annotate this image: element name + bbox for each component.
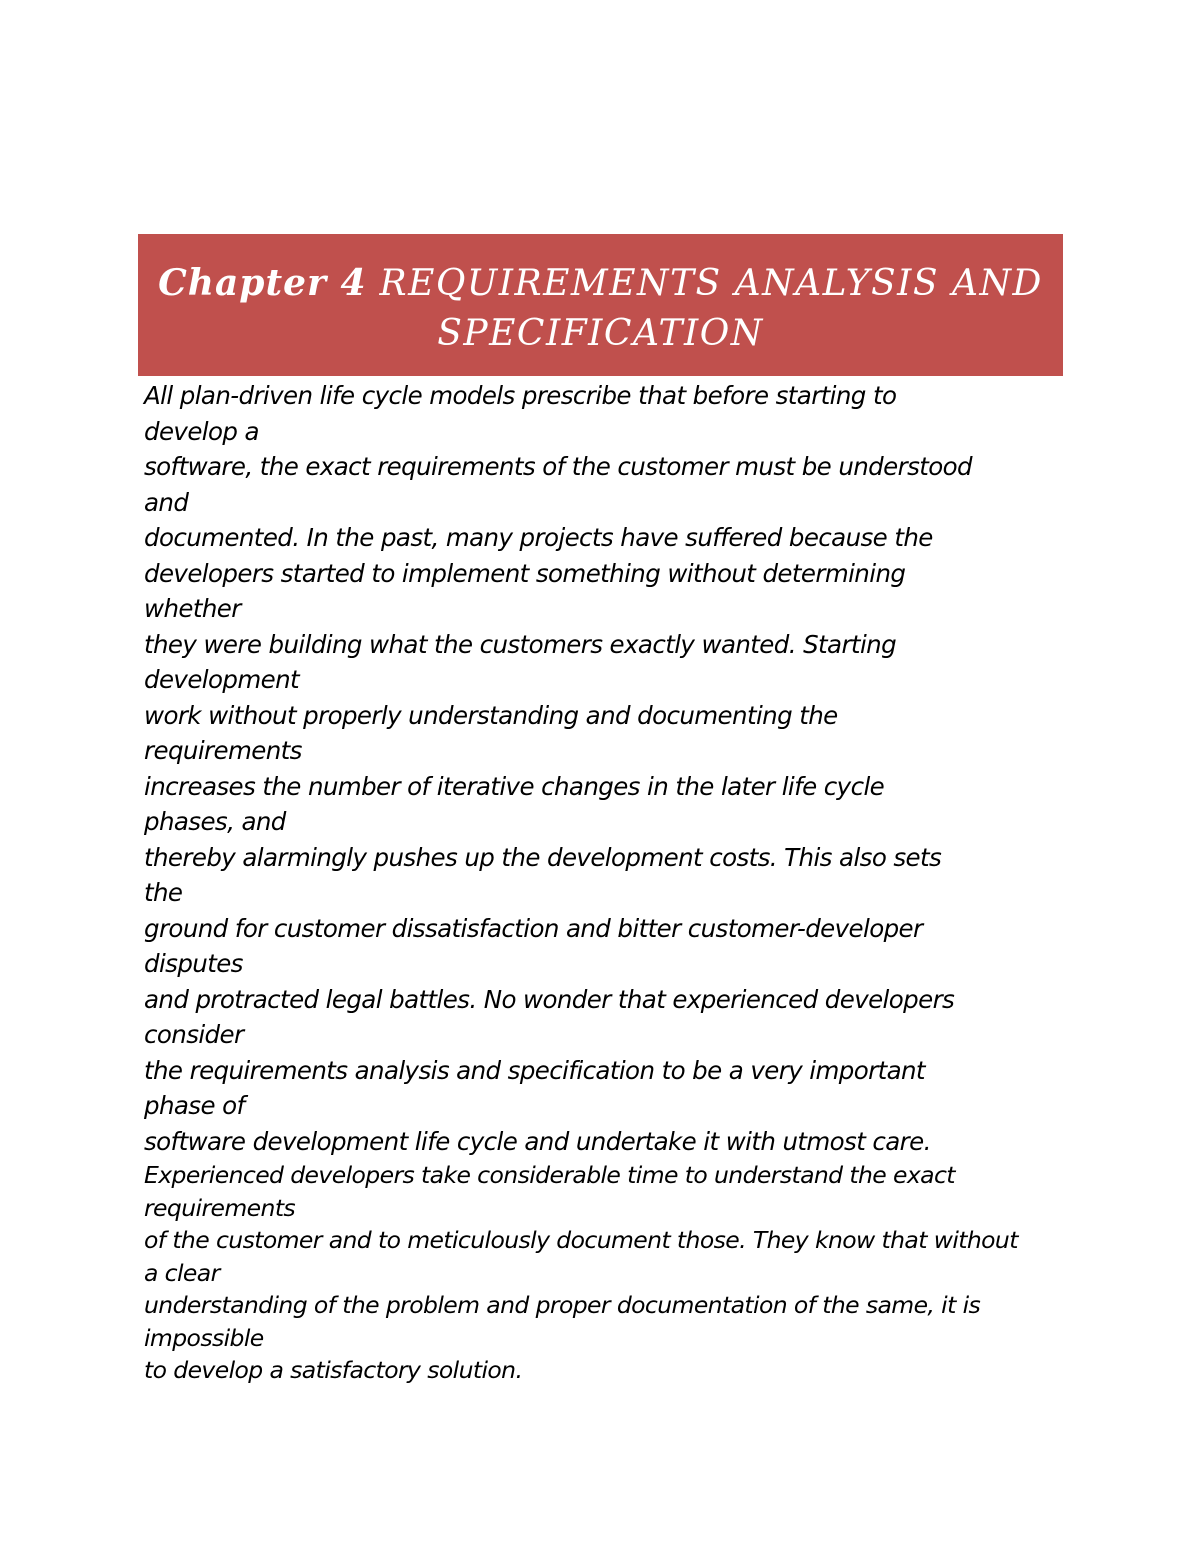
text-line: develop a: [144, 416, 259, 446]
body-text: [144, 378, 1064, 1387]
text-line: phase of: [144, 1091, 245, 1120]
text-line: the: [144, 878, 183, 907]
text-line: of the customer and to meticulously document those. They know that without: [144, 1226, 1018, 1254]
chapter-heading: REQUIREMENTS ANALYSIS AND SPECIFICATION: [379, 263, 1043, 354]
text-line: understanding of the problem and proper documentation of the same, it is: [144, 1291, 981, 1319]
paragraph-1: [144, 378, 1064, 1159]
text-line: whether: [144, 594, 241, 623]
text-line: phases, and: [144, 807, 286, 836]
text-line: and protracted legal battles. No wonder that experienced developers: [144, 984, 955, 1014]
text-line: requirements: [144, 736, 302, 765]
text-line: they were building what the customers exactly wanted. Starting: [144, 629, 897, 659]
chapter-title-banner: [138, 234, 1063, 376]
text-line: All plan-driven life cycle models prescribe that before starting to: [144, 381, 897, 410]
text-line: requirements: [144, 1193, 296, 1222]
text-line: Experienced developers take considerable time to understand the exact: [144, 1161, 955, 1189]
text-line: developers started to implement something without determining: [144, 558, 906, 588]
text-line: to develop a satisfactory solution.: [144, 1356, 523, 1384]
text-line: and: [144, 487, 189, 517]
text-line: a clear: [144, 1258, 220, 1287]
text-line: software development life cycle and undertake it with utmost care.: [144, 1126, 931, 1156]
chapter-label: Chapter 4: [158, 262, 367, 304]
text-line: consider: [144, 1020, 244, 1049]
text-line: impossible: [144, 1323, 264, 1352]
text-line: software, the exact requirements of the customer must be understood: [144, 452, 972, 481]
text-line: disputes: [144, 949, 243, 978]
text-line: the requirements analysis and specification to be a very important: [144, 1055, 925, 1085]
paragraph-2: [144, 1159, 1064, 1387]
text-line: work without properly understanding and documenting the: [144, 700, 838, 730]
text-line: ground for customer dissatisfaction and bitter customer-developer: [144, 913, 923, 943]
text-line: documented. In the past, many projects have suffered because the: [144, 523, 933, 552]
text-line: development: [144, 665, 300, 694]
text-line: thereby alarmingly pushes up the development costs. This also sets: [144, 842, 942, 872]
text-line: increases the number of iterative changes in the later life cycle: [144, 771, 885, 801]
